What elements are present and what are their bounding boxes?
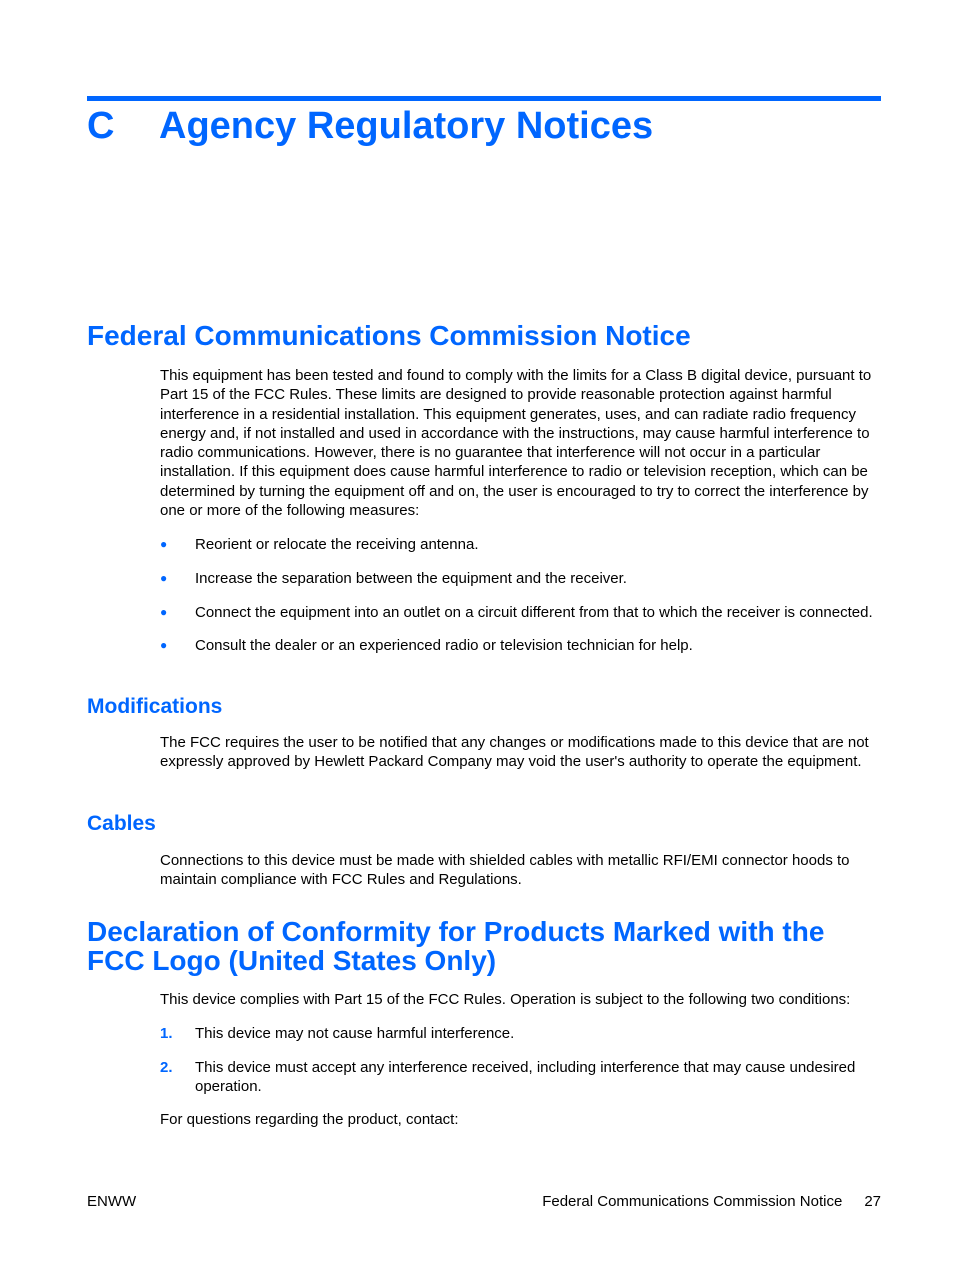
chapter-heading xyxy=(87,101,653,151)
modifications-body: The FCC requires the user to be notified that any changes or modifications made to this device that are not expressly approved by Hewlett Packard Company may void the user's authority to operate the equipment. xyxy=(160,734,869,771)
fcc-notice-body: This equipment has been tested and found to comply with the limits for a Class B digital device, pursuant to Part 15 of the FCC Rules. These limits are designed to provide reasonable protection against harmful interference in a residential installation. This equipment generates, uses, and can radiate radio frequency energy and, if not installed and used in accordance with the instructions, may cause harmful interference to radio communications. However, there is no guarantee that interference will not occur in a particular installation. If this equipment does cause harmful interference to radio or television reception, which can be determined by turning the equipment off and on, the user is encouraged to try to correct the interference by one or more of the following measures: xyxy=(160,367,872,520)
fcc-notice-heading: Federal Communications Commission Notice xyxy=(87,320,691,351)
fcc-measures-list xyxy=(160,535,884,670)
list-item: ● Connect the equipment into an outlet on a circuit different from that to which the receiver is connected. xyxy=(160,603,873,621)
item-number: 2. xyxy=(160,1058,173,1076)
chapter-letter: C xyxy=(87,105,115,147)
bullet-icon: ● xyxy=(160,638,168,653)
declaration-intro: This device complies with Part 15 of the FCC Rules. Operation is subject to the following two conditions: xyxy=(160,991,851,1008)
list-item: 2. This device must accept any interference received, including interference that may cause undesired operation. xyxy=(160,1058,856,1096)
item-number: 1. xyxy=(160,1025,173,1042)
list-item: ● Reorient or relocate the receiving antenna. xyxy=(160,536,479,553)
bullet-icon: ● xyxy=(160,604,168,619)
contact-line: For questions regarding the product, contact: xyxy=(160,1111,459,1128)
modifications-heading: Modifications xyxy=(87,695,223,718)
chapter-title: Agency Regulatory Notices xyxy=(159,105,654,147)
footer-section: Federal Communications Commission Notice xyxy=(542,1193,843,1210)
list-item: ● Increase the separation between the equipment and the receiver. xyxy=(160,569,627,587)
bullet-icon: ● xyxy=(160,570,168,585)
list-item: 1. This device may not cause harmful interference. xyxy=(160,1025,515,1042)
list-item: ● Consult the dealer or an experienced radio or television technician for help. xyxy=(160,637,693,655)
bullet-icon: ● xyxy=(160,537,168,551)
page-number: 27 xyxy=(864,1193,881,1210)
cables-body: Connections to this device must be made with shielded cables with metallic RFI/EMI connector hoods to maintain compliance with FCC Rules and Regulations. xyxy=(160,852,850,889)
footer-left: ENWW xyxy=(87,1193,137,1210)
conditions-list xyxy=(160,1024,884,1111)
declaration-heading: Declaration of Conformity for Products Marked with the FCC Logo (United States Only) xyxy=(87,916,825,976)
footer-right xyxy=(542,1192,881,1212)
cables-heading: Cables xyxy=(87,812,156,835)
